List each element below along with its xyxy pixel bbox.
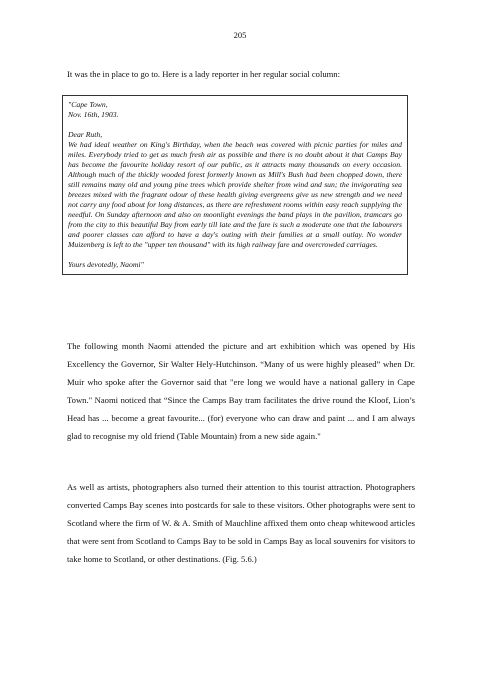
page-number: 205 xyxy=(233,30,247,40)
letter-salutation: Dear Ruth, xyxy=(68,130,103,139)
paragraph-photographers: As well as artists, photographers also turned their attention to this tourist attraction. Photographers converted Camps Bay scenes into postcards for sale to these visitors. Other photographs were sent to Scotland where the firm of W. & A. Smith of Mauchline affixed them onto cheap whitewood articles that were sent from Scotland to Camps Bay to be sold in Camps Bay as local souvenirs for visitors to take home to Scotland, or other destinations. (Fig. 5.6.) xyxy=(67,482,415,564)
letter-gap xyxy=(68,250,402,260)
intro-text: It was the in place to go to. Here is a lady reporter in her regular social column: xyxy=(67,69,340,79)
letter-quote-box xyxy=(62,95,408,275)
letter-gap xyxy=(68,120,402,130)
paragraph-exhibition: The following month Naomi attended the picture and art exhibition which was opened by His Excellency the Governor, Sir Walter Hely-Hutchinson. “Many of us were highly pleased” when Dr. Muir who spoke after the Governor said that "ere long we would have a national gallery in Cape Town." Naomi noticed that “Since the Camps Bay tram facilitates the drive round the Kloof, Lion’s Head has ... become a great favourite... (for) everyone who can draw and paint ... and I am always glad to recognise my old friend (Table Mountain) from a new side again." xyxy=(67,341,415,441)
letter-place: "Cape Town, xyxy=(68,100,108,109)
letter-date: Nov. 16th, 1903. xyxy=(68,110,119,119)
letter-body: We had ideal weather on King's Birthday, when the beach was covered with picnic parties for miles and miles. Everybody tried to get as much fresh air as possible and there is no doubt about it that Camps Bay has become the favourite holiday resort of our public, as it attracts many thousands on every occasion. Although much of the thickly wooded forest formerly known as Mill's Bush had been chopped down, there still remains many old and young pine trees which provide shelter from wind and sun; the invigorating sea breezes mixed with the fragrant odour of these health giving evergreens give us new strength and we need not carry any food about for long distances, as there are refreshment rooms within easy reach supplying the needful. On Sunday afternoon and also on moonlight evenings the band plays in the pavilion, tramcars go from the city to this beautiful Bay from early till late and the fare is such a moderate one that the labourers and poorer classes can afford to have a day's outing with their families at a small outlay. No wonder Muizenberg is left to the "upper ten thousand" with its high railway fare and overcrowded carriages. xyxy=(68,140,402,249)
letter-signoff: Yours devotedly, Naomi" xyxy=(68,260,144,269)
